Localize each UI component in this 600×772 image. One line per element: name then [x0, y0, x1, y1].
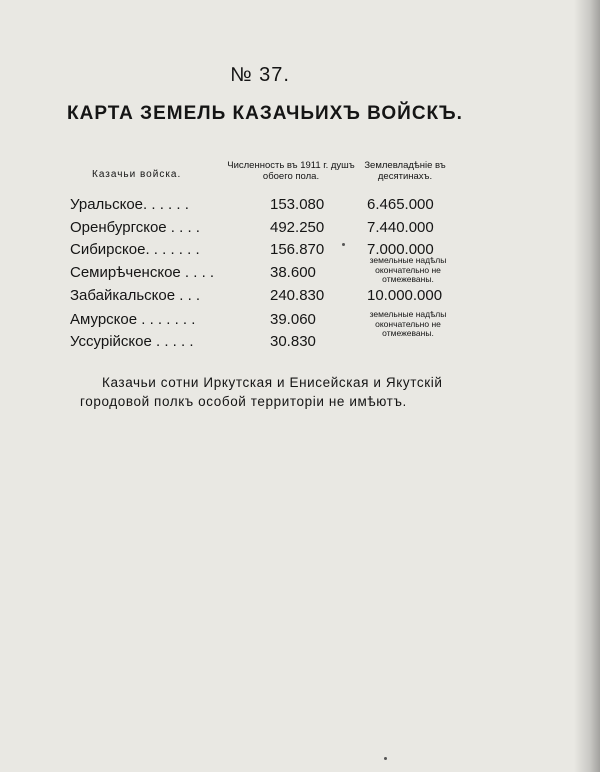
- row-land: 7.440.000: [367, 219, 434, 236]
- row-land: 7.000.000: [367, 241, 434, 258]
- row-name: Забайкальское . . .: [70, 287, 201, 304]
- table-row: [70, 287, 490, 309]
- row-population: 153.080: [270, 196, 325, 213]
- row-name: Уральское. . . . . .: [70, 196, 189, 213]
- row-name: Сибирское. . . . . . .: [70, 241, 200, 258]
- row-name: Семирѣченское . . . .: [70, 264, 215, 281]
- row-name: Оренбургское . . . .: [70, 219, 200, 236]
- row-population: 156.870: [270, 241, 325, 258]
- row-name: Амурское . . . . . . .: [70, 311, 196, 328]
- row-population: 30.830: [270, 333, 316, 350]
- footnote: Казачьи сотни Иркутская и Енисейская и Якутскій городовой полкъ особой территоріи не имѣютъ.: [80, 375, 443, 409]
- column-header-land: Землевладѣніе въ десятинахъ.: [364, 160, 446, 182]
- plate-number: № 37.: [230, 64, 290, 86]
- column-header-name: Казачьи войска.: [92, 169, 182, 180]
- column-header-population: Численность въ 1911 г. душъ обоего пола.: [227, 160, 355, 182]
- table-row: [70, 196, 490, 218]
- row-population: 39.060: [270, 311, 316, 328]
- row-land: 10.000.000: [367, 287, 443, 304]
- row-population: 492.250: [270, 219, 325, 236]
- paper-speck: [384, 757, 387, 760]
- land-note: земельные надѣлы окончательно не отмежеваны.: [369, 255, 447, 284]
- page-title: КАРТА ЗЕМЕЛЬ КАЗАЧЬИХЪ ВОЙСКЪ.: [67, 103, 463, 124]
- row-population: 240.830: [270, 287, 325, 304]
- table-row: [70, 219, 490, 241]
- row-land: 6.465.000: [367, 196, 434, 213]
- row-name: Уссурійское . . . . .: [70, 333, 194, 350]
- row-population: 38.600: [270, 264, 316, 281]
- page-spine-shadow: [574, 0, 600, 772]
- paper-speck: [342, 243, 345, 246]
- land-note: земельные надѣлы окончательно не отмежеваны.: [369, 309, 447, 338]
